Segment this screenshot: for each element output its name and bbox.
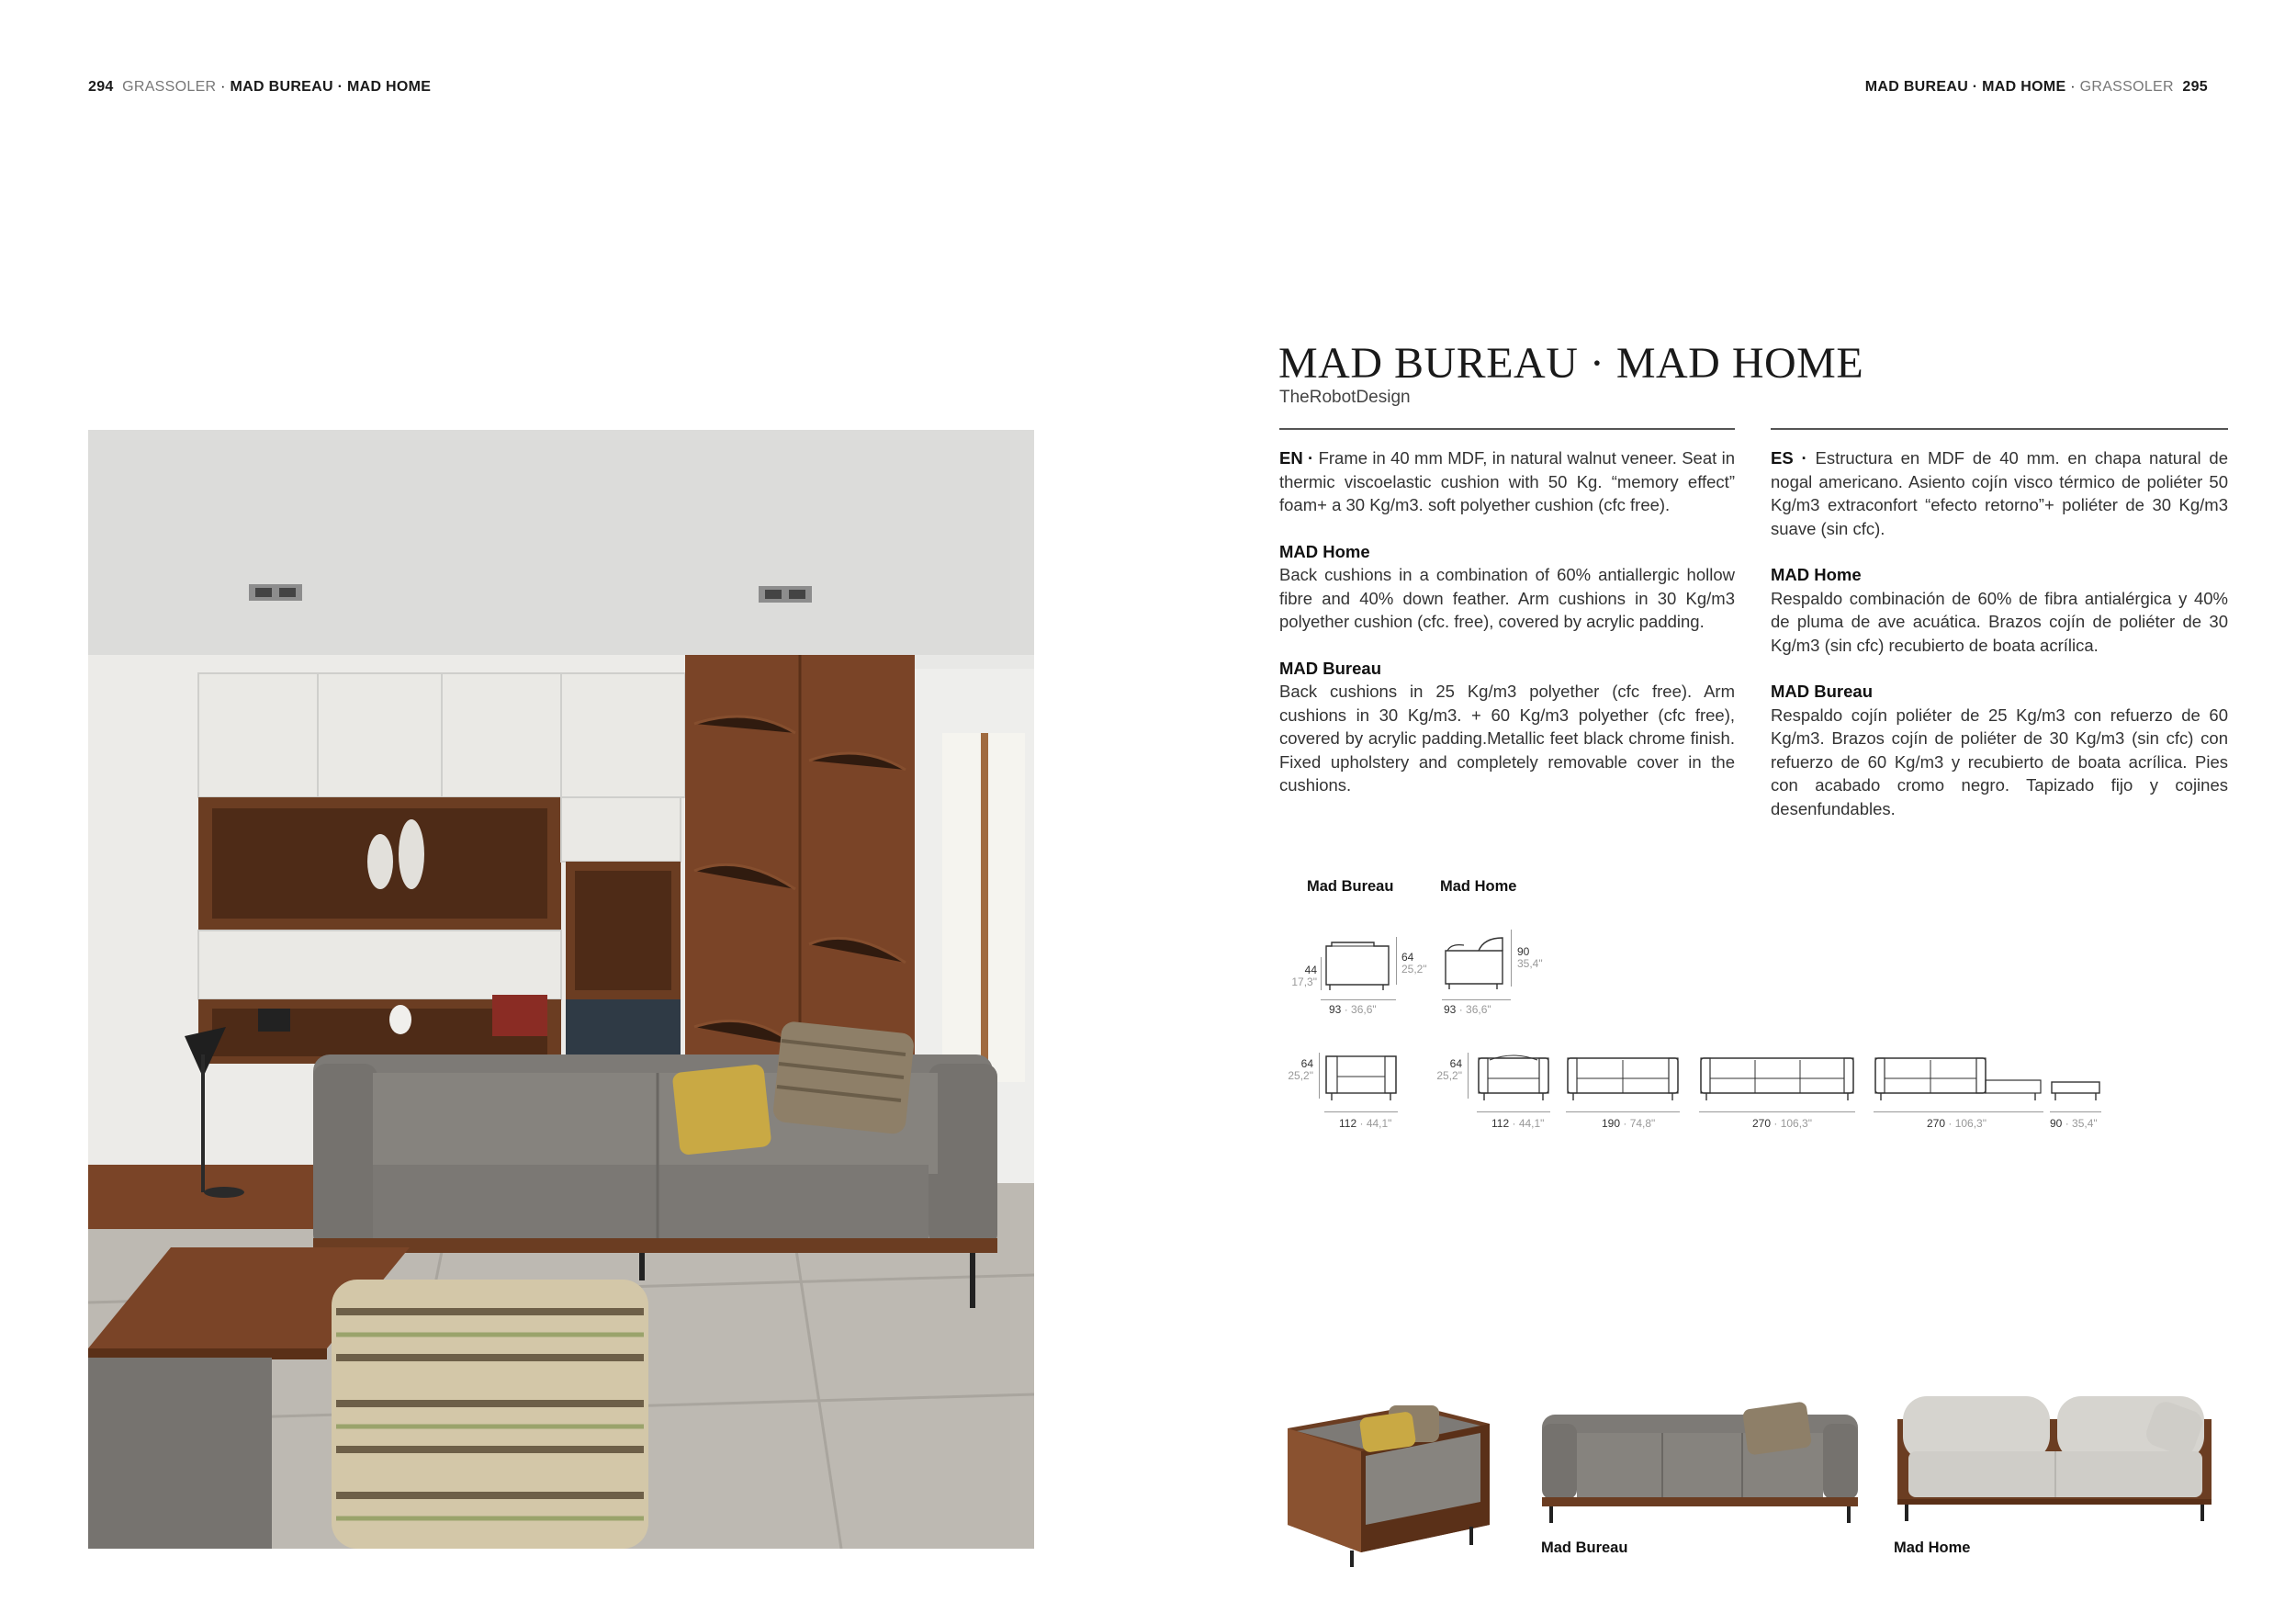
bureau-armchair-photo (1278, 1387, 1491, 1573)
front-width-line-1 (1477, 1111, 1550, 1112)
home-back-height-cm: 90 (1517, 945, 1530, 958)
front-width-3-cm: 270 (1752, 1117, 1772, 1130)
bureau-seat-height-cm: 44 (1304, 964, 1317, 976)
front-width-4-cm: 270 (1927, 1117, 1946, 1130)
home-side-depth (1444, 1003, 1491, 1016)
es-bureau-section (1771, 680, 2228, 820)
page-number-left: 294 (88, 79, 114, 95)
three-seat-sofa-front-diagram (1699, 1049, 1855, 1102)
bureau-seat-height (1291, 964, 1317, 988)
divider-left (1279, 428, 1735, 430)
en-lead: EN · (1279, 448, 1314, 468)
front-width-3 (1752, 1117, 1812, 1130)
living-room-photo (88, 430, 1034, 1549)
es-home-text: Respaldo combinación de 60% de fibra antialérgica y 40% de pluma de ave acuática. Brazos cojín de poliéter de 30 Kg/m3 (sin cfc) recubierto de boata acrílica. (1771, 588, 2228, 655)
dim-separator: · (1620, 1117, 1630, 1130)
es-lead: ES · (1771, 448, 1807, 468)
bureau-front-width (1339, 1117, 1391, 1130)
front-width-2-cm: 190 (1602, 1117, 1621, 1130)
front-width-3-in: 106,3" (1780, 1117, 1812, 1130)
bureau-side-depth-line (1321, 999, 1396, 1000)
en-home-section (1279, 540, 1735, 634)
front-width-1-cm: 112 (1491, 1117, 1510, 1130)
bureau-sofa-photo (1538, 1387, 1862, 1529)
home-armchair-front-diagram (1477, 1049, 1550, 1102)
header-product-right: MAD BUREAU · MAD HOME (1864, 79, 2066, 95)
es-bureau-heading: MAD Bureau (1771, 682, 1874, 701)
caption-bureau: Mad Bureau (1541, 1539, 1628, 1556)
bureau-front-width-line (1324, 1111, 1398, 1112)
front-width-line-2 (1566, 1111, 1680, 1112)
home-back-height (1517, 946, 1543, 970)
front-width-5-in: 35,4" (2072, 1117, 2098, 1130)
bureau-side-seat-line (1321, 957, 1322, 990)
bureau-front-height (1286, 1058, 1313, 1082)
english-description (1279, 446, 1735, 820)
front-width-1 (1491, 1117, 1544, 1130)
bureau-back-height (1401, 952, 1427, 976)
home-side-height-line (1511, 930, 1512, 987)
header-brand-left: GRASSOLER (122, 79, 217, 95)
divider-right (1771, 428, 2228, 430)
header-separator-left: · (216, 79, 231, 95)
en-intro-text: Frame in 40 mm MDF, in natural walnut veneer. Seat in thermic viscoelastic cushion with 50 Kg. “memory effect” foam+ a 30 Kg/m3. soft polyether cushion (cfc free). (1279, 448, 1736, 514)
dim-separator: · (1341, 1003, 1352, 1016)
dim-separator: · (1771, 1117, 1781, 1130)
header-product-left: MAD BUREAU · MAD HOME (230, 79, 432, 95)
bureau-seat-height-in: 17,3" (1291, 976, 1317, 988)
en-bureau-text: Back cushions in 25 Kg/m3 polyether (cfc free). Arm cushions in 30 Kg/m3. + 60 Kg/m3 polyether (cfc free), covered by acrylic padding.Metallic feet black chrome finish. Fixed upholstery and completely removable cover in the cushions. (1279, 682, 1735, 795)
es-intro (1771, 446, 2228, 540)
home-front-height (1435, 1058, 1462, 1082)
home-side-diagram (1442, 932, 1511, 992)
dim-separator: · (2062, 1117, 2073, 1130)
bureau-depth-cm: 93 (1329, 1003, 1342, 1016)
diagram-label-home: Mad Home (1440, 878, 1517, 895)
spanish-description (1771, 446, 2228, 843)
es-intro-text: Estructura en MDF de 40 mm. en chapa natural de nogal americano. Asiento cojín visco térmico de poliéter 50 Kg/m3 extraconfort “efecto retorno”+ poliéter de 30 Kg/m3 suave (sin cfc). (1771, 448, 2229, 538)
front-width-1-in: 44,1" (1518, 1117, 1545, 1130)
en-bureau-section (1279, 657, 1735, 797)
es-bureau-text: Respaldo cojín poliéter de 25 Kg/m3 con refuerzo de 60 Kg/m3. Brazos cojín de poliéter de 30 Kg/m3 (sin cfc) con refuerzo de 60 Kg/m3 y recubierto de boata acrílica. Pies con acabado cromo negro. Tapizado fijo y cojines desenfundables. (1771, 705, 2228, 818)
home-front-height-in: 25,2" (1436, 1069, 1462, 1082)
front-width-5-cm: 90 (2050, 1117, 2063, 1130)
home-front-height-line (1468, 1053, 1469, 1099)
bureau-armchair-front-diagram (1324, 1049, 1398, 1102)
bureau-front-width-cm: 112 (1339, 1117, 1357, 1130)
en-intro (1279, 446, 1735, 517)
bureau-front-height-in: 25,2" (1288, 1069, 1313, 1082)
front-width-4-in: 106,3" (1954, 1117, 1986, 1130)
home-sofa-photo (1892, 1378, 2223, 1529)
home-side-depth-line (1442, 999, 1511, 1000)
bureau-back-height-in: 25,2" (1401, 963, 1427, 976)
diagram-label-bureau: Mad Bureau (1307, 878, 1394, 895)
front-width-line-4 (1874, 1111, 2043, 1112)
home-front-height-cm: 64 (1449, 1057, 1462, 1070)
header-brand-right: GRASSOLER (2079, 79, 2174, 95)
front-width-4 (1927, 1117, 1986, 1130)
front-width-line-5 (2050, 1111, 2101, 1112)
front-width-5 (2050, 1117, 2098, 1130)
chaise-sofa-front-diagram (1874, 1049, 2043, 1102)
pouf-front-diagram (2050, 1080, 2101, 1102)
designer-name: TheRobotDesign (1279, 388, 1411, 407)
en-home-heading: MAD Home (1279, 541, 1370, 561)
home-back-height-in: 35,4" (1517, 957, 1543, 970)
product-title: MAD BUREAU · MAD HOME (1278, 339, 1864, 388)
en-bureau-heading: MAD Bureau (1279, 658, 1382, 678)
page-header-left (88, 79, 431, 96)
front-width-2 (1602, 1117, 1655, 1130)
page-header-right (1865, 79, 2208, 96)
header-separator-right: · (2065, 79, 2080, 95)
dim-separator: · (1945, 1117, 1955, 1130)
page-number-right: 295 (2182, 79, 2208, 95)
dim-separator: · (1356, 1117, 1367, 1130)
bureau-side-height-line (1396, 937, 1397, 985)
bureau-front-height-line (1319, 1053, 1320, 1099)
front-width-2-in: 74,8" (1629, 1117, 1656, 1130)
caption-home: Mad Home (1894, 1539, 1971, 1556)
bureau-side-diagram (1322, 937, 1396, 992)
bureau-back-height-cm: 64 (1401, 951, 1414, 964)
dim-separator: · (1456, 1003, 1467, 1016)
bureau-depth-in: 36,6" (1351, 1003, 1377, 1016)
front-width-line-3 (1699, 1111, 1855, 1112)
es-home-section (1771, 563, 2228, 657)
en-home-text: Back cushions in a combination of 60% antiallergic hollow fibre and 40% down feather. Arm cushions in 30 Kg/m3 polyether cushion (cfc. free), covered by acrylic padding. (1279, 565, 1735, 631)
bureau-front-height-cm: 64 (1300, 1057, 1313, 1070)
home-depth-cm: 93 (1444, 1003, 1457, 1016)
dim-separator: · (1509, 1117, 1519, 1130)
es-home-heading: MAD Home (1771, 565, 1862, 584)
home-depth-in: 36,6" (1466, 1003, 1491, 1016)
two-seat-sofa-front-diagram (1566, 1049, 1680, 1102)
bureau-side-depth (1329, 1003, 1377, 1016)
bureau-front-width-in: 44,1" (1366, 1117, 1392, 1130)
